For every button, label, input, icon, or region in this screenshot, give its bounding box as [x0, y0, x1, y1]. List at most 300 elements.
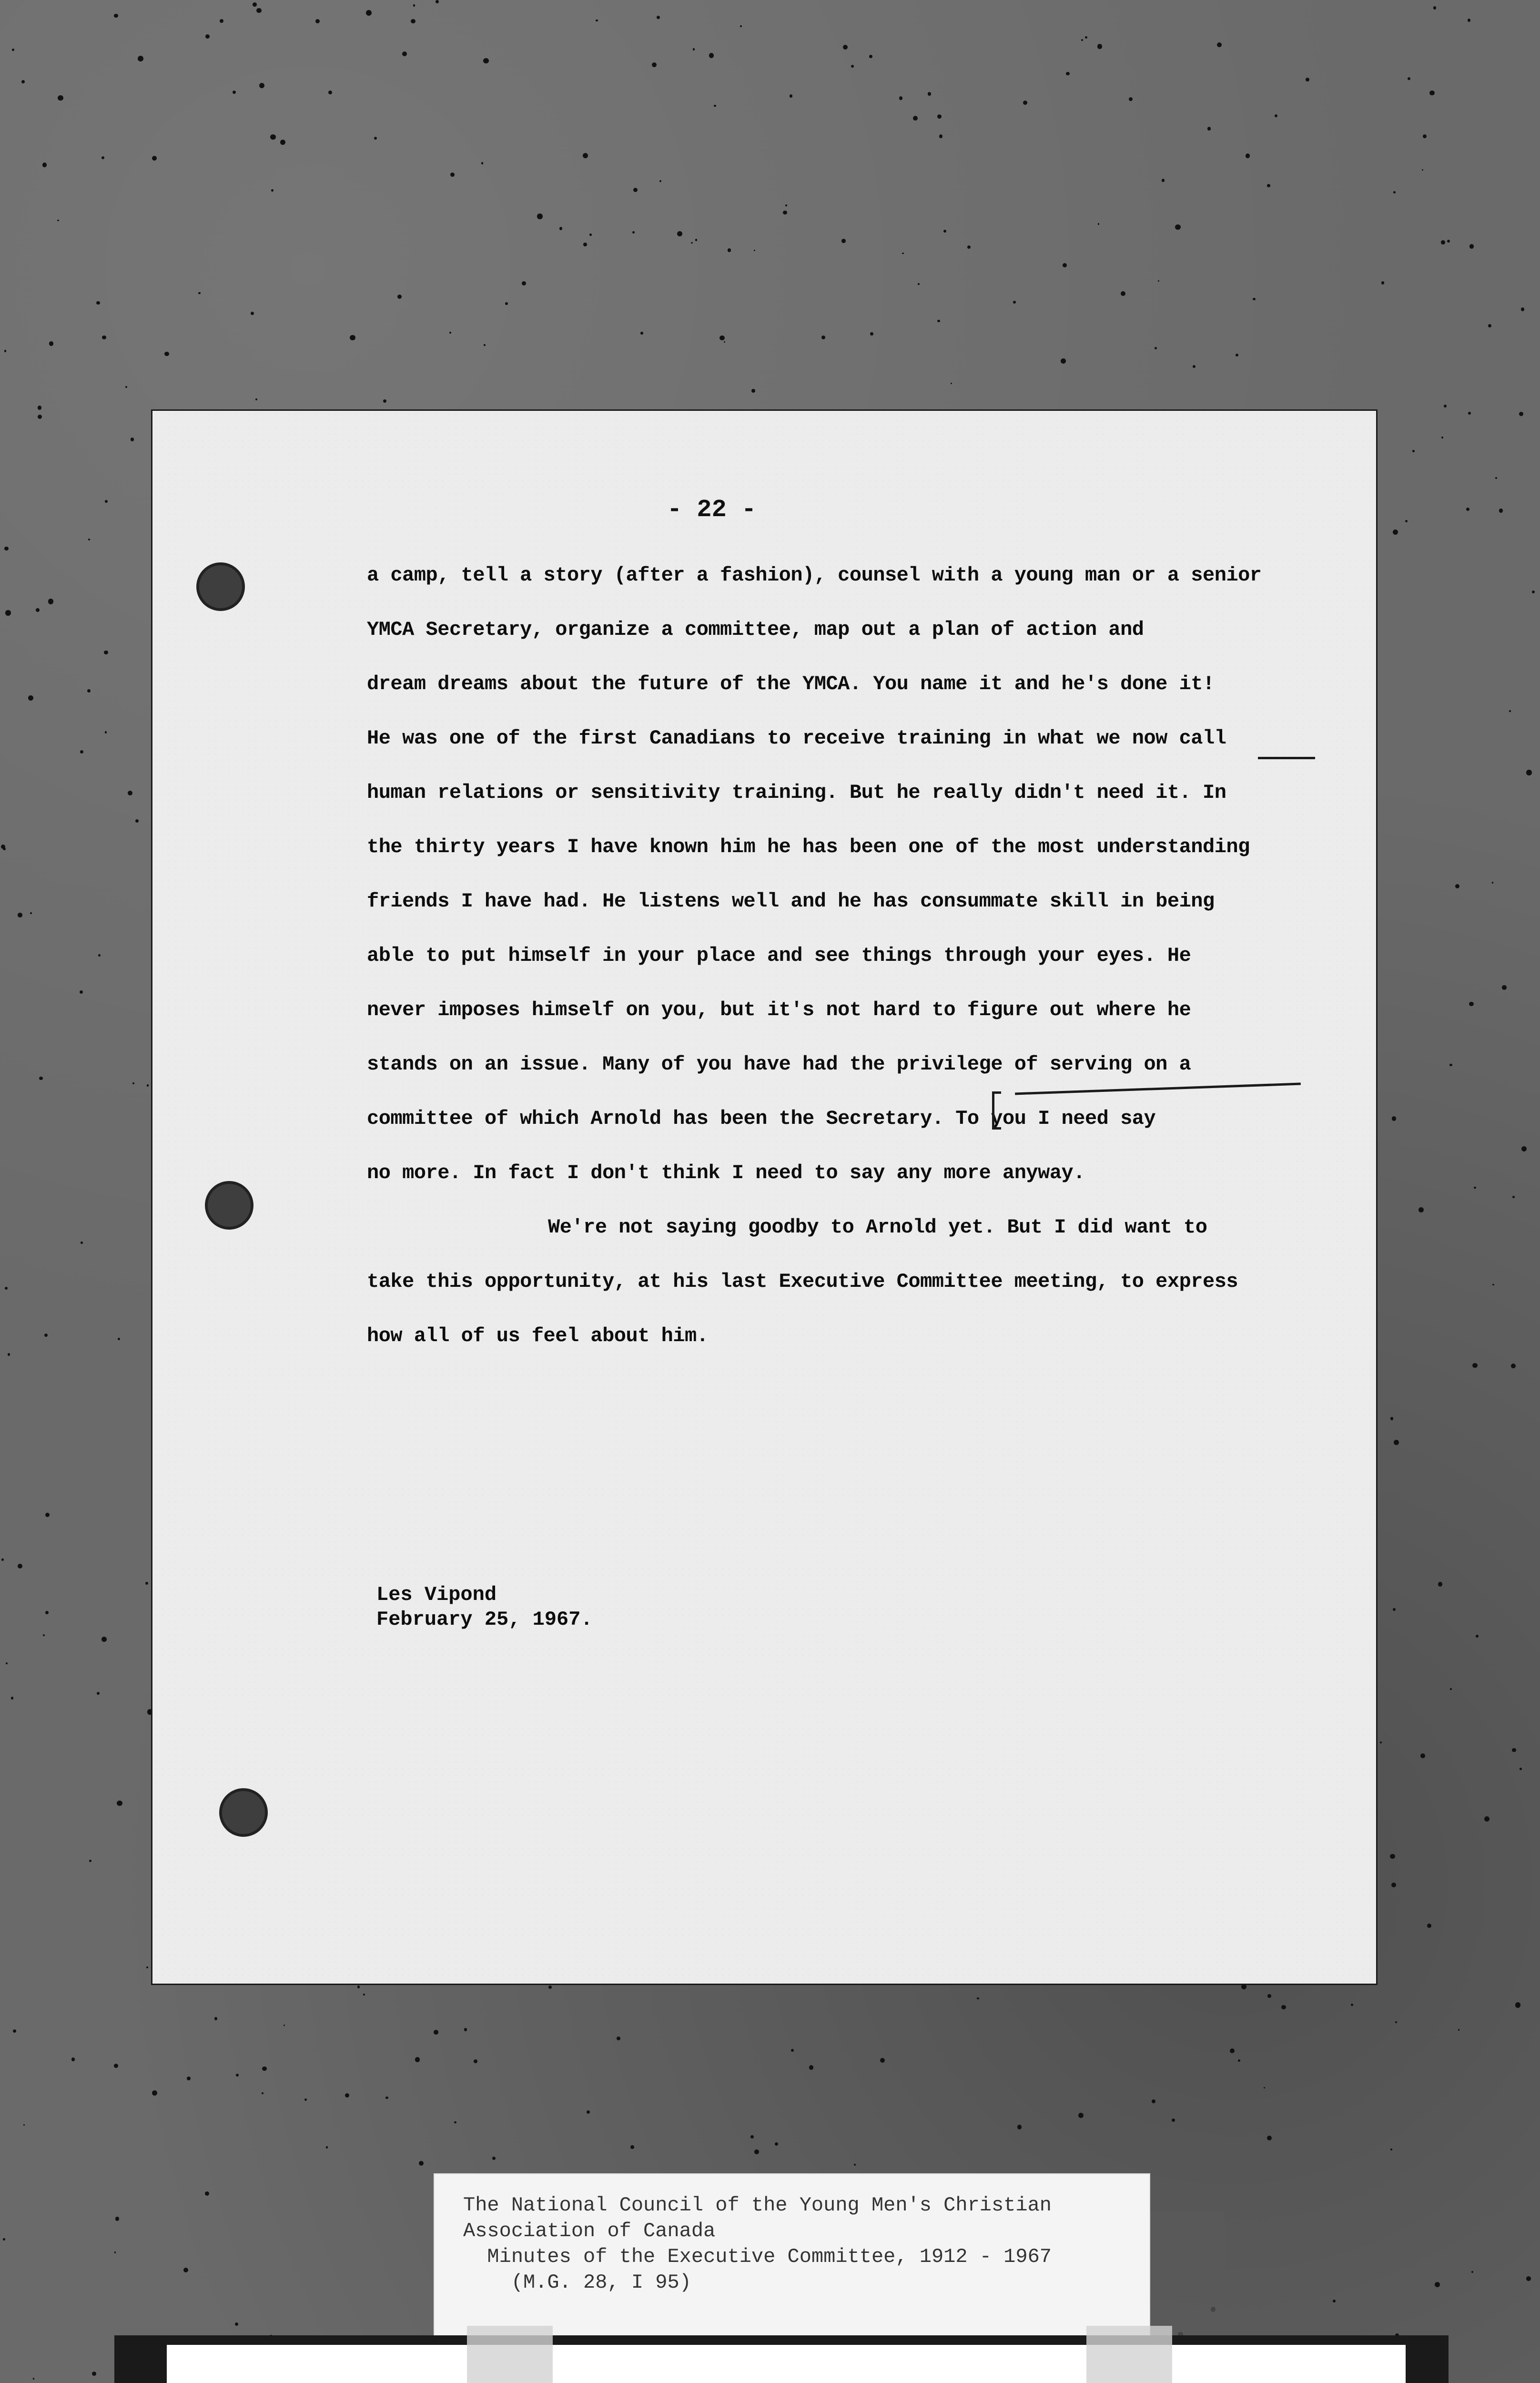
film-speck: [1532, 591, 1535, 594]
film-speck: [657, 16, 660, 19]
film-speck: [1081, 39, 1083, 41]
film-speck: [902, 253, 904, 255]
film-speck: [4, 350, 6, 352]
film-speck: [1466, 508, 1469, 511]
film-speck: [1509, 710, 1511, 712]
film-speck: [1023, 101, 1027, 105]
film-speck: [1306, 78, 1309, 81]
film-speck: [131, 438, 134, 441]
signature-block: [376, 1582, 593, 1632]
film-speck: [88, 539, 90, 540]
film-speck: [6, 1662, 8, 1664]
film-speck: [128, 791, 132, 795]
film-speck: [80, 990, 83, 994]
film-speck: [1078, 2113, 1084, 2118]
film-speck: [251, 312, 254, 315]
film-speck: [695, 239, 697, 241]
film-speck: [233, 91, 236, 94]
film-speck: [937, 114, 942, 119]
film-speck: [474, 2059, 477, 2063]
film-speck: [505, 302, 508, 305]
film-speck: [1264, 2087, 1265, 2088]
film-speck: [1281, 2005, 1286, 2009]
film-speck: [1392, 1116, 1397, 1121]
film-speck: [537, 214, 542, 219]
film-speck: [1393, 530, 1398, 535]
film-speck: [596, 20, 598, 22]
film-speck: [589, 234, 591, 235]
film-speck: [851, 65, 854, 68]
film-speck: [96, 301, 100, 305]
film-speck: [740, 25, 742, 28]
film-speck: [1390, 2149, 1392, 2150]
text-line: YMCA Secretary, organize a committee, map out a plan of action and: [367, 618, 1144, 641]
film-speck: [1121, 291, 1125, 296]
page-number: - 22 -: [667, 496, 757, 524]
film-speck: [280, 140, 285, 145]
film-speck: [1158, 280, 1159, 282]
punch-hole: [196, 562, 245, 611]
film-speck: [918, 283, 920, 285]
film-speck: [913, 116, 918, 121]
film-speck: [262, 2092, 263, 2094]
film-speck: [1381, 281, 1385, 285]
film-speck: [1267, 1994, 1271, 1998]
film-speck: [345, 2093, 349, 2098]
film-speck: [36, 608, 40, 612]
film-speck: [49, 341, 54, 346]
punch-hole: [219, 1788, 268, 1837]
film-speck: [1172, 2118, 1175, 2122]
film-speck: [522, 281, 526, 285]
film-speck: [419, 2161, 424, 2166]
film-speck: [326, 2146, 328, 2148]
film-speck: [357, 1986, 360, 1988]
film-speck: [1085, 36, 1087, 39]
text-line: a camp, tell a story (after a fashion), counsel with a young man or a senior: [367, 564, 1262, 587]
film-speck: [583, 153, 588, 158]
film-speck: [1476, 1635, 1479, 1638]
film-speck: [1492, 882, 1493, 883]
film-speck: [481, 162, 484, 164]
film-speck: [44, 1334, 48, 1337]
film-speck: [102, 336, 106, 340]
film-speck: [583, 243, 587, 246]
text-line: We're not saying goodby to Arnold yet. But I did want to: [548, 1216, 1207, 1239]
film-speck: [1499, 509, 1503, 513]
film-speck: [101, 1637, 107, 1642]
film-speck: [1013, 301, 1016, 304]
film-speck: [454, 2121, 456, 2123]
film-speck: [899, 96, 903, 100]
film-speck: [105, 500, 108, 503]
film-speck: [214, 2017, 217, 2020]
film-speck: [135, 819, 139, 823]
film-speck: [652, 62, 657, 67]
film-speck: [869, 55, 872, 58]
text-line: committee of which Arnold has been the Secretary. To you I need say: [367, 1107, 1156, 1130]
film-speck: [259, 83, 264, 88]
film-speck: [256, 8, 262, 13]
film-speck: [89, 1860, 91, 1862]
film-speck: [1484, 1816, 1489, 1822]
film-speck: [1395, 2021, 1397, 2023]
film-speck: [1267, 184, 1270, 187]
film-speck: [843, 45, 848, 50]
film-speck: [821, 336, 825, 339]
film-speck: [38, 406, 41, 409]
film-speck: [693, 48, 695, 51]
film-speck: [117, 1801, 122, 1806]
film-speck: [1526, 770, 1532, 775]
film-speck: [1418, 1207, 1424, 1212]
film-speck: [1390, 1854, 1395, 1859]
film-speck: [464, 2028, 467, 2031]
film-speck: [1441, 240, 1445, 244]
film-speck: [587, 2110, 590, 2114]
film-speck: [402, 51, 407, 57]
film-speck: [183, 2268, 188, 2272]
archive-stamp-card: [114, 2335, 1449, 2383]
film-speck: [659, 180, 661, 182]
film-speck: [262, 2067, 267, 2071]
film-speck: [1495, 477, 1497, 479]
label-line: The National Council of the Young Men's Christian: [463, 2194, 1052, 2217]
film-speck: [236, 2074, 239, 2077]
film-speck: [1063, 263, 1067, 268]
film-speck: [1412, 450, 1415, 452]
signature-date: February 25, 1967.: [376, 1608, 593, 1631]
film-speck: [1433, 6, 1437, 10]
film-speck: [559, 227, 563, 230]
film-speck: [783, 211, 787, 214]
film-speck: [146, 1966, 148, 1968]
film-speck: [270, 134, 275, 140]
film-speck: [1267, 2136, 1272, 2140]
film-speck: [21, 80, 25, 83]
film-speck: [1098, 223, 1100, 225]
film-speck: [57, 220, 59, 221]
film-speck: [1468, 19, 1470, 21]
tape-strip: [467, 2326, 553, 2383]
film-speck: [1394, 1440, 1399, 1445]
film-speck: [1423, 134, 1427, 139]
film-speck: [691, 242, 692, 244]
film-speck: [1444, 405, 1447, 407]
film-speck: [880, 2058, 885, 2063]
film-speck: [483, 58, 489, 64]
film-speck: [5, 1287, 8, 1290]
film-speck: [413, 4, 415, 6]
film-speck: [397, 295, 402, 299]
film-speck: [12, 49, 14, 51]
film-speck: [114, 2251, 116, 2253]
film-speck: [383, 399, 386, 403]
film-speck: [709, 53, 714, 58]
film-speck: [751, 389, 756, 393]
film-speck: [132, 1082, 134, 1084]
film-speck: [1152, 2099, 1155, 2103]
film-speck: [198, 292, 201, 295]
film-speck: [104, 651, 108, 655]
film-speck: [315, 19, 320, 23]
film-speck: [617, 2037, 621, 2041]
film-speck: [632, 231, 635, 234]
film-speck: [42, 163, 47, 167]
film-speck: [255, 398, 258, 401]
film-speck: [152, 2090, 157, 2096]
film-speck: [11, 1697, 13, 1699]
film-speck: [1458, 2029, 1460, 2031]
film-speck: [951, 383, 952, 384]
film-speck: [30, 912, 32, 914]
film-speck: [43, 1634, 45, 1636]
film-speck: [754, 2149, 759, 2154]
film-speck: [1515, 2002, 1520, 2007]
film-speck: [1474, 1187, 1476, 1189]
film-speck: [785, 204, 787, 206]
film-speck: [80, 750, 83, 754]
film-speck: [1420, 1753, 1425, 1758]
film-speck: [164, 352, 169, 356]
film-speck: [1438, 1582, 1443, 1587]
film-speck: [809, 2065, 814, 2070]
film-speck: [1253, 298, 1256, 301]
film-speck: [1246, 153, 1250, 158]
film-speck: [125, 386, 127, 388]
film-speck: [98, 954, 101, 957]
film-speck: [105, 731, 107, 733]
film-speck: [374, 137, 377, 140]
film-speck: [1408, 77, 1410, 80]
film-speck: [1238, 2059, 1240, 2062]
film-speck: [81, 1242, 82, 1243]
film-speck: [750, 2135, 754, 2139]
film-speck: [630, 2145, 634, 2149]
film-speck: [1441, 437, 1443, 438]
film-speck: [39, 1077, 43, 1080]
film-speck: [235, 2322, 238, 2326]
film-speck: [791, 2049, 794, 2052]
film-speck: [434, 2030, 438, 2035]
film-speck: [1520, 1768, 1521, 1770]
film-speck: [284, 2025, 285, 2026]
film-speck: [411, 19, 415, 24]
film-speck: [3, 2238, 5, 2240]
film-speck: [4, 547, 9, 551]
film-speck: [1422, 169, 1423, 171]
film-speck: [87, 689, 91, 692]
film-speck: [48, 599, 53, 604]
film-speck: [138, 56, 143, 61]
film-speck: [1526, 2276, 1531, 2281]
film-speck: [449, 332, 451, 334]
film-speck: [147, 1084, 149, 1086]
film-speck: [939, 134, 942, 138]
film-speck: [205, 2191, 209, 2196]
film-speck: [271, 189, 273, 191]
film-speck: [1450, 1688, 1451, 1690]
film-speck: [724, 341, 725, 343]
text-line: no more. In fact I don't think I need to say any more anyway.: [367, 1161, 1085, 1184]
film-speck: [33, 2378, 34, 2379]
film-speck: [1405, 520, 1408, 523]
punch-hole: [205, 1181, 253, 1230]
film-speck: [1447, 240, 1450, 243]
film-speck: [754, 250, 755, 251]
label-line: (M.G. 28, I 95): [463, 2271, 691, 2294]
text-line: dream dreams about the future of the YMCA. You name it and he's done it!: [367, 672, 1215, 695]
text-line: how all of us feel about him.: [367, 1324, 709, 1347]
film-speck: [220, 19, 223, 23]
film-speck: [363, 1994, 365, 1996]
film-speck: [1429, 91, 1434, 95]
film-speck: [366, 10, 372, 16]
film-speck: [928, 92, 932, 96]
film-speck: [1097, 44, 1102, 49]
film-speck: [1066, 72, 1069, 75]
text-line: the thirty years I have known him he has been one of the most understanding: [367, 835, 1250, 858]
margin-pen-mark: [1258, 757, 1315, 759]
film-speck: [1380, 1741, 1382, 1743]
text-line: stands on an issue. Many of you have had the privilege of serving on a: [367, 1053, 1191, 1076]
film-speck: [1502, 985, 1506, 989]
film-speck: [1472, 1363, 1477, 1368]
film-speck: [385, 2097, 388, 2099]
film-speck: [253, 2, 257, 7]
film-speck: [943, 230, 946, 233]
tape-strip: [1086, 2326, 1172, 2383]
film-speck: [436, 0, 439, 3]
film-speck: [1512, 1196, 1515, 1198]
film-speck: [1455, 884, 1459, 888]
film-speck: [23, 2124, 25, 2126]
film-speck: [1129, 97, 1133, 102]
film-speck: [1488, 324, 1491, 327]
text-line: never imposes himself on you, but it's not hard to figure out where he: [367, 998, 1191, 1021]
film-speck: [714, 105, 716, 107]
film-speck: [92, 2372, 96, 2376]
film-speck: [548, 1986, 552, 1989]
film-speck: [1236, 354, 1238, 356]
film-speck: [1175, 224, 1181, 230]
film-speck: [1391, 1883, 1396, 1887]
film-speck: [1155, 347, 1157, 349]
film-speck: [1390, 1417, 1394, 1420]
signature-name: Les Vipond: [376, 1583, 497, 1606]
film-speck: [45, 1611, 49, 1614]
film-speck: [13, 2029, 16, 2033]
film-speck: [450, 173, 455, 177]
film-speck: [1492, 1284, 1494, 1286]
film-speck: [728, 248, 731, 252]
film-speck: [328, 91, 332, 94]
film-speck: [775, 2142, 778, 2146]
film-speck: [1017, 2125, 1022, 2129]
film-speck: [937, 320, 940, 322]
tape-strip: [1144, 2211, 1225, 2335]
film-speck: [58, 95, 63, 101]
film-speck: [1393, 1608, 1396, 1611]
text-line: take this opportunity, at his last Executive Committee meeting, to express: [367, 1270, 1238, 1293]
film-speck: [640, 332, 643, 334]
film-speck: [1, 1558, 3, 1560]
film-speck: [18, 913, 22, 917]
film-speck: [1471, 2271, 1473, 2273]
text-line: human relations or sensitivity training. But he really didn't need it. In: [367, 781, 1226, 804]
film-speck: [147, 1709, 153, 1715]
film-speck: [977, 1997, 979, 2000]
film-speck: [101, 156, 104, 159]
film-speck: [677, 231, 682, 236]
film-speck: [38, 415, 42, 419]
film-speck: [350, 335, 355, 340]
film-speck: [97, 1692, 100, 1695]
pen-bracket-mark: [992, 1091, 1001, 1130]
film-speck: [854, 2164, 856, 2166]
film-speck: [118, 1338, 120, 1340]
film-speck: [187, 2077, 191, 2080]
film-speck: [1351, 2004, 1353, 2006]
film-speck: [45, 1513, 50, 1517]
film-speck: [114, 14, 118, 18]
film-speck: [1512, 1748, 1516, 1752]
film-speck: [1521, 1146, 1527, 1152]
text-line: He was one of the first Canadians to receive training in what we now call: [367, 727, 1226, 750]
film-speck: [71, 2057, 75, 2061]
film-speck: [415, 2057, 420, 2062]
film-speck: [1061, 358, 1066, 364]
film-speck: [18, 1564, 22, 1568]
film-speck: [1207, 127, 1211, 130]
film-speck: [205, 34, 210, 39]
film-speck: [152, 156, 157, 161]
film-speck: [1275, 114, 1277, 117]
film-speck: [1435, 2282, 1440, 2287]
label-line: Minutes of the Executive Committee, 1912 - 1967: [463, 2245, 1052, 2268]
film-speck: [967, 245, 971, 249]
film-speck: [1241, 1984, 1246, 1989]
film-speck: [1469, 1002, 1473, 1006]
film-speck: [1230, 2048, 1235, 2053]
film-speck: [719, 336, 724, 340]
film-speck: [1193, 365, 1196, 368]
film-speck: [1449, 1064, 1452, 1066]
film-speck: [484, 344, 486, 346]
letter-body: [367, 548, 1277, 1363]
text-line: friends I have had. He listens well and he has consummate skill in being: [367, 890, 1215, 913]
film-speck: [114, 2064, 118, 2068]
film-speck: [492, 2157, 496, 2160]
film-speck: [1427, 1924, 1431, 1928]
label-line: Association of Canada: [463, 2220, 716, 2242]
film-speck: [5, 610, 11, 616]
film-speck: [115, 2217, 120, 2221]
film-speck: [28, 695, 33, 701]
text-line: able to put himself in your place and see things through your eyes. He: [367, 944, 1191, 967]
film-speck: [1333, 2300, 1336, 2302]
film-speck: [8, 1353, 10, 1356]
film-speck: [870, 332, 873, 336]
film-speck: [1521, 307, 1524, 311]
film-speck: [1511, 1364, 1516, 1368]
film-speck: [841, 239, 846, 243]
film-speck: [145, 1582, 148, 1585]
film-speck: [1393, 191, 1396, 193]
film-speck: [1468, 412, 1471, 415]
film-speck: [790, 94, 793, 98]
film-speck: [304, 2098, 307, 2101]
